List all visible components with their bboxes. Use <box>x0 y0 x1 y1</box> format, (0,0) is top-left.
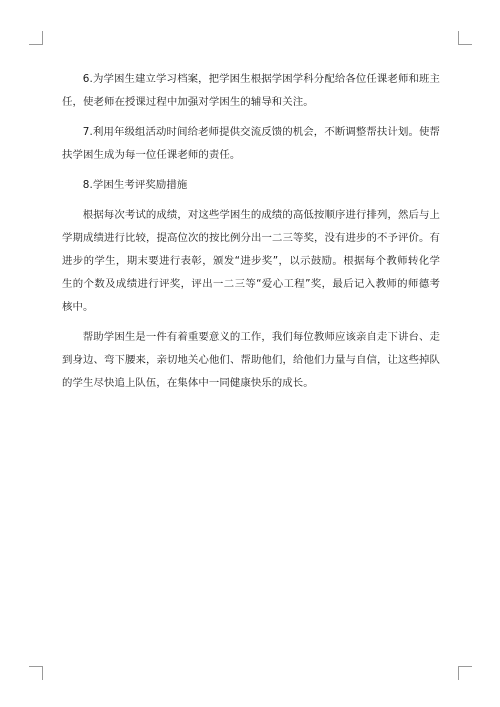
paragraph-item-6: 6.为学困生建立学习档案，把学困生根据学困学科分配给各位任课老师和班主任，使老师在授课过程中加强对学困生的辅导和关注。 <box>62 73 440 108</box>
paragraph-item-8-heading: 8.学困生考评奖励措施 <box>82 179 188 191</box>
crop-mark-top-left <box>29 31 43 45</box>
crop-mark-top-right <box>458 31 472 45</box>
paragraph-evaluation: 根据每次考试的成绩，对这些学困生的成绩的高低按顺序进行排列，然后与上学期成绩进行比较，提高位次的按比例分出一二三等奖，没有进步的不予评价。有进步的学生，期末要进行表彰，颁发“进步奖”，以示鼓励。根据每个教师转化学生的个数及成绩进行评奖，评出一二三等“爱心工程”奖，最后记入教师的师德考核中。 <box>62 209 440 313</box>
crop-mark-bottom-left <box>29 666 43 680</box>
paragraph-conclusion: 帮助学困生是一件有着重要意义的工作，我们每位教师应该亲自走下讲台、走到身边、弯下腰来，亲切地关心他们、帮助他们，给他们力量与自信，让这些掉队的学生尽快追上队伍，在集体中一同健康快乐的成长。 <box>62 331 440 389</box>
paragraph-item-7: 7.利用年级组活动时间给老师提供交流反馈的机会，不断调整帮扶计划。使帮扶学困生成为每一位任课老师的责任。 <box>62 126 440 161</box>
crop-mark-bottom-right <box>458 666 472 680</box>
document-body <box>62 68 440 402</box>
